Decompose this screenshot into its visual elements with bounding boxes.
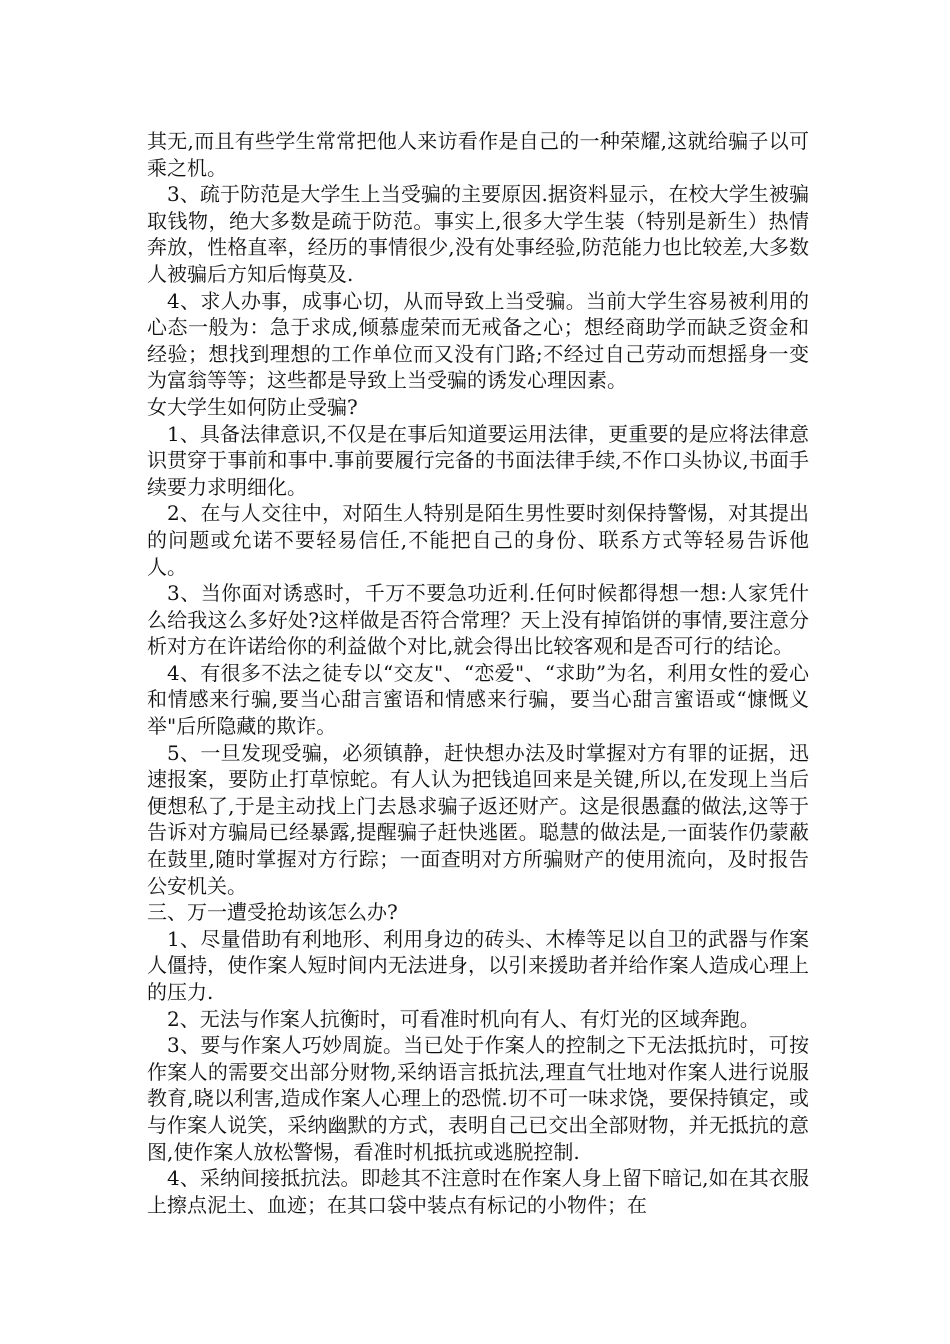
paragraph-12: 2、无法与作案人抗衡时，可看准时机向有人、有灯光的区域奔跑。 xyxy=(167,1006,760,1031)
section-heading-robbery: 三、万一遭受抢劫该怎么办? xyxy=(147,900,398,925)
paragraph-9: 5、一旦发现受骗，必须镇静，赶快想办法及时掌握对方有罪的证据，迅速报案，要防止打草惊蛇。有人认为把钱追回来是关键,所以,在发现上当后便想私了,于是主动找上门去恳求骗子返还财产。这是很愚蠢的做法,这等于告诉对方骗局已经暴露,提醒骗子赶快逃匿。聪慧的做法是,一面装作仍蒙蔽在鼓里,随时掌握对方行踪；一面查明对方所骗财产的使用流向，及时报告公安机关。 xyxy=(147,740,809,898)
paragraph-7: 3、当你面对诱惑时，千万不要急功近利.任何时候都得想一想:人家凭什么给我这么多好处?这样做是否符合常理？天上没有掉馅饼的事情,要注意分析对方在许诺给你的利益做个对比,就会得出比较客观和是否可行的结论。 xyxy=(147,581,809,659)
paragraph-13: 3、要与作案人巧妙周旋。当已处于作案人的控制之下无法抵抗时，可按作案人的需要交出部分财物,采纳语言抵抗法,理直气壮地对作案人进行说服教育,晓以利害,造成作案人心理上的恐慌.切不可一味求饶，要保持镇定，或与作案人说笑，采纳幽默的方式，表明自己已交出全部财物，并无抵抗的意图,使作案人放松警惕，看准时机抵抗或逃脱控制. xyxy=(147,1033,809,1164)
document-body xyxy=(147,128,809,1218)
paragraph-5: 1、具备法律意识,不仅是在事后知道要运用法律，更重要的是应将法律意识贯穿于事前和事中.事前要履行完备的书面法律手续,不作口头协议,书面手续要力求明细化。 xyxy=(147,421,809,499)
paragraph-6: 2、在与人交往中，对陌生人特别是陌生男性要时刻保持警惕，对其提出的问题或允诺不要轻易信任,不能把自己的身份、联系方式等轻易告诉他人。 xyxy=(147,501,809,579)
paragraph-8: 4、有很多不法之徒专以“交友"、“恋爱"、“求助”为名，利用女性的爱心和情感来行骗,要当心甜言蜜语和情感来行骗，要当心甜言蜜语或“慷慨义举"后所隐藏的欺诈。 xyxy=(147,660,809,739)
paragraph-1: 其无,而且有些学生常常把他人来访看作是自己的一种荣耀,这就给骗子以可乘之机。 xyxy=(147,129,809,180)
paragraph-2: 3、疏于防范是大学生上当受骗的主要原因.据资料显示，在校大学生被骗取钱物，绝大多数是疏于防范。事实上,很多大学生装（特别是新生）热情奔放，性格直率，经历的事情很少,没有处事经验,防范能力也比较差,大多数人被骗后方知后悔莫及. xyxy=(147,182,809,286)
paragraph-3: 4、求人办事，成事心切，从而导致上当受骗。当前大学生容易被利用的心态一般为：急于求成,倾慕虚荣而无戒备之心；想经商助学而缺乏资金和经验；想找到理想的工作单位而又没有门路;不经过自己劳动而想摇身一变为富翁等等；这些都是导致上当受骗的诱发心理因素。 xyxy=(147,288,809,393)
paragraph-11: 1、尽量借助有利地形、利用身边的砖头、木棒等足以自卫的武器与作案人僵持，使作案人短时间内无法进身，以引来援助者并给作案人造成心理上的压力. xyxy=(147,926,809,1004)
paragraph-14: 4、采纳间接抵抗法。即趁其不注意时在作案人身上留下暗记,如在其衣服上擦点泥土、血迹；在其口袋中装点有标记的小物件；在 xyxy=(147,1166,809,1217)
section-heading-prevent-fraud: 女大学生如何防止受骗? xyxy=(147,394,358,419)
